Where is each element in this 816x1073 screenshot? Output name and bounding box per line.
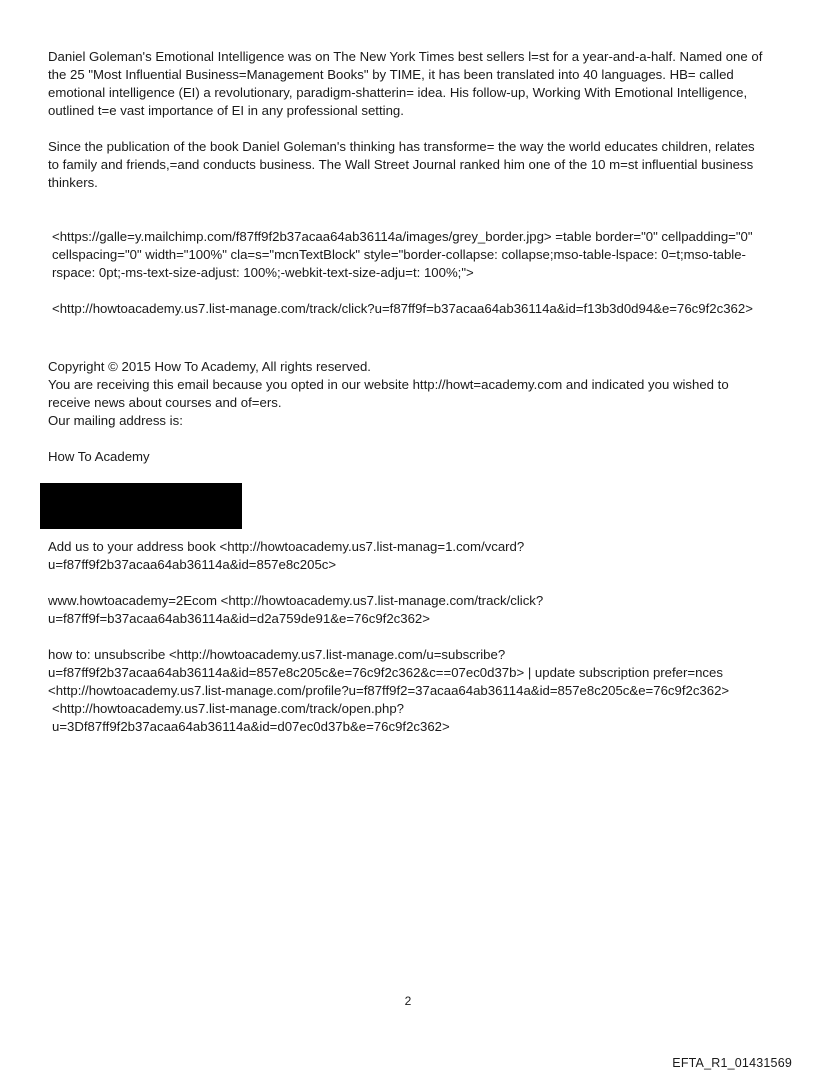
address-book-link[interactable]: Add us to your address book <http://howtoacademy.us7.list-manag=1.com/vcard?u=f87ff9f2b37acaa64ab36114a&id=857e8c205c> [48, 539, 525, 572]
redaction-block [40, 483, 242, 529]
document-id: EFTA_R1_01431569 [672, 1056, 792, 1070]
goleman-intro-paragraph: Daniel Goleman's Emotional Intelligence was on The New York Times best sellers l=st for a year-and-a-half. Named one of the 25 "Most Influential Business=Management Books" by TIME, it has been translated into 40 languages. HB= called emotional intelligence (EI) a revolutionary, paradigm-shatterin= idea. His follow-up, Working With Emotional Intelligence, outlined t=e vast importance of EI in any professional setting. [48, 49, 763, 118]
mailing-address-label: Our mailing address is: [48, 413, 183, 428]
opt-in-notice: You are receiving this email because you opted in our website http://howt=academy.com and indicated you wished to receive news about courses and of=ers. [48, 377, 729, 410]
email-body [48, 48, 768, 736]
website-link[interactable]: www.howtoacademy=2Ecom <http://howtoacademy.us7.list-manage.com/track/click?u=f87ff9f=b37acaa64ab36114a&id=d2a759de91&e=76c9f2c362> [48, 593, 544, 626]
unsubscribe-preferences-links[interactable]: how to: unsubscribe <http://howtoacademy.us7.list-manage.com/u=subscribe?u=f87ff9f2b37acaa64ab36114a&id=857e8c205c&e=76c9f2c362&c==07ec0d37b> | update subscription prefer=nces <http://howtoacademy.us7.list-manage.com/profile?u=f87ff9f2=37acaa64ab36114a&id=857e8c205c&e=76c9f2c362> [48, 647, 730, 698]
page-number: 2 [404, 994, 412, 1008]
address-name: How To Academy [48, 449, 150, 464]
tracking-pixel-link[interactable]: <http://howtoacademy.us7.list-manage.com/track/open.php?u=3Df87ff9f2b37acaa64ab36114a&id=d07ec0d37b&e=76c9f2c362> [52, 701, 450, 734]
border-image-markup: <https://galle=y.mailchimp.com/f87ff9f2b37acaa64ab36114a/images/grey_border.jpg> =table border="0" cellpadding="0" cellspacing="0" width="100%" cla=s="mcnTextBlock" style="border-collapse: collapse;mso-table-lspace: 0=t;mso-table-rspace: 0pt;-ms-text-size-adjust: 100%;-webkit-text-size-adju=t: 100%;"> [52, 229, 753, 280]
copyright-line: Copyright © 2015 How To Academy, All rights reserved. [48, 359, 371, 374]
goleman-influence-paragraph: Since the publication of the book Daniel Goleman's thinking has transforme= the way the world educates children, relates to family and friends,=and conducts business. The Wall Street Journal ranked him one of the 10 m=st influential business thinkers. [48, 139, 755, 190]
track-click-link[interactable]: <http://howtoacademy.us7.list-manage.com/track/click?u=f87ff9f=b37acaa64ab36114a&id=f13b3d0d94&e=76c9f2c362> [52, 301, 753, 316]
